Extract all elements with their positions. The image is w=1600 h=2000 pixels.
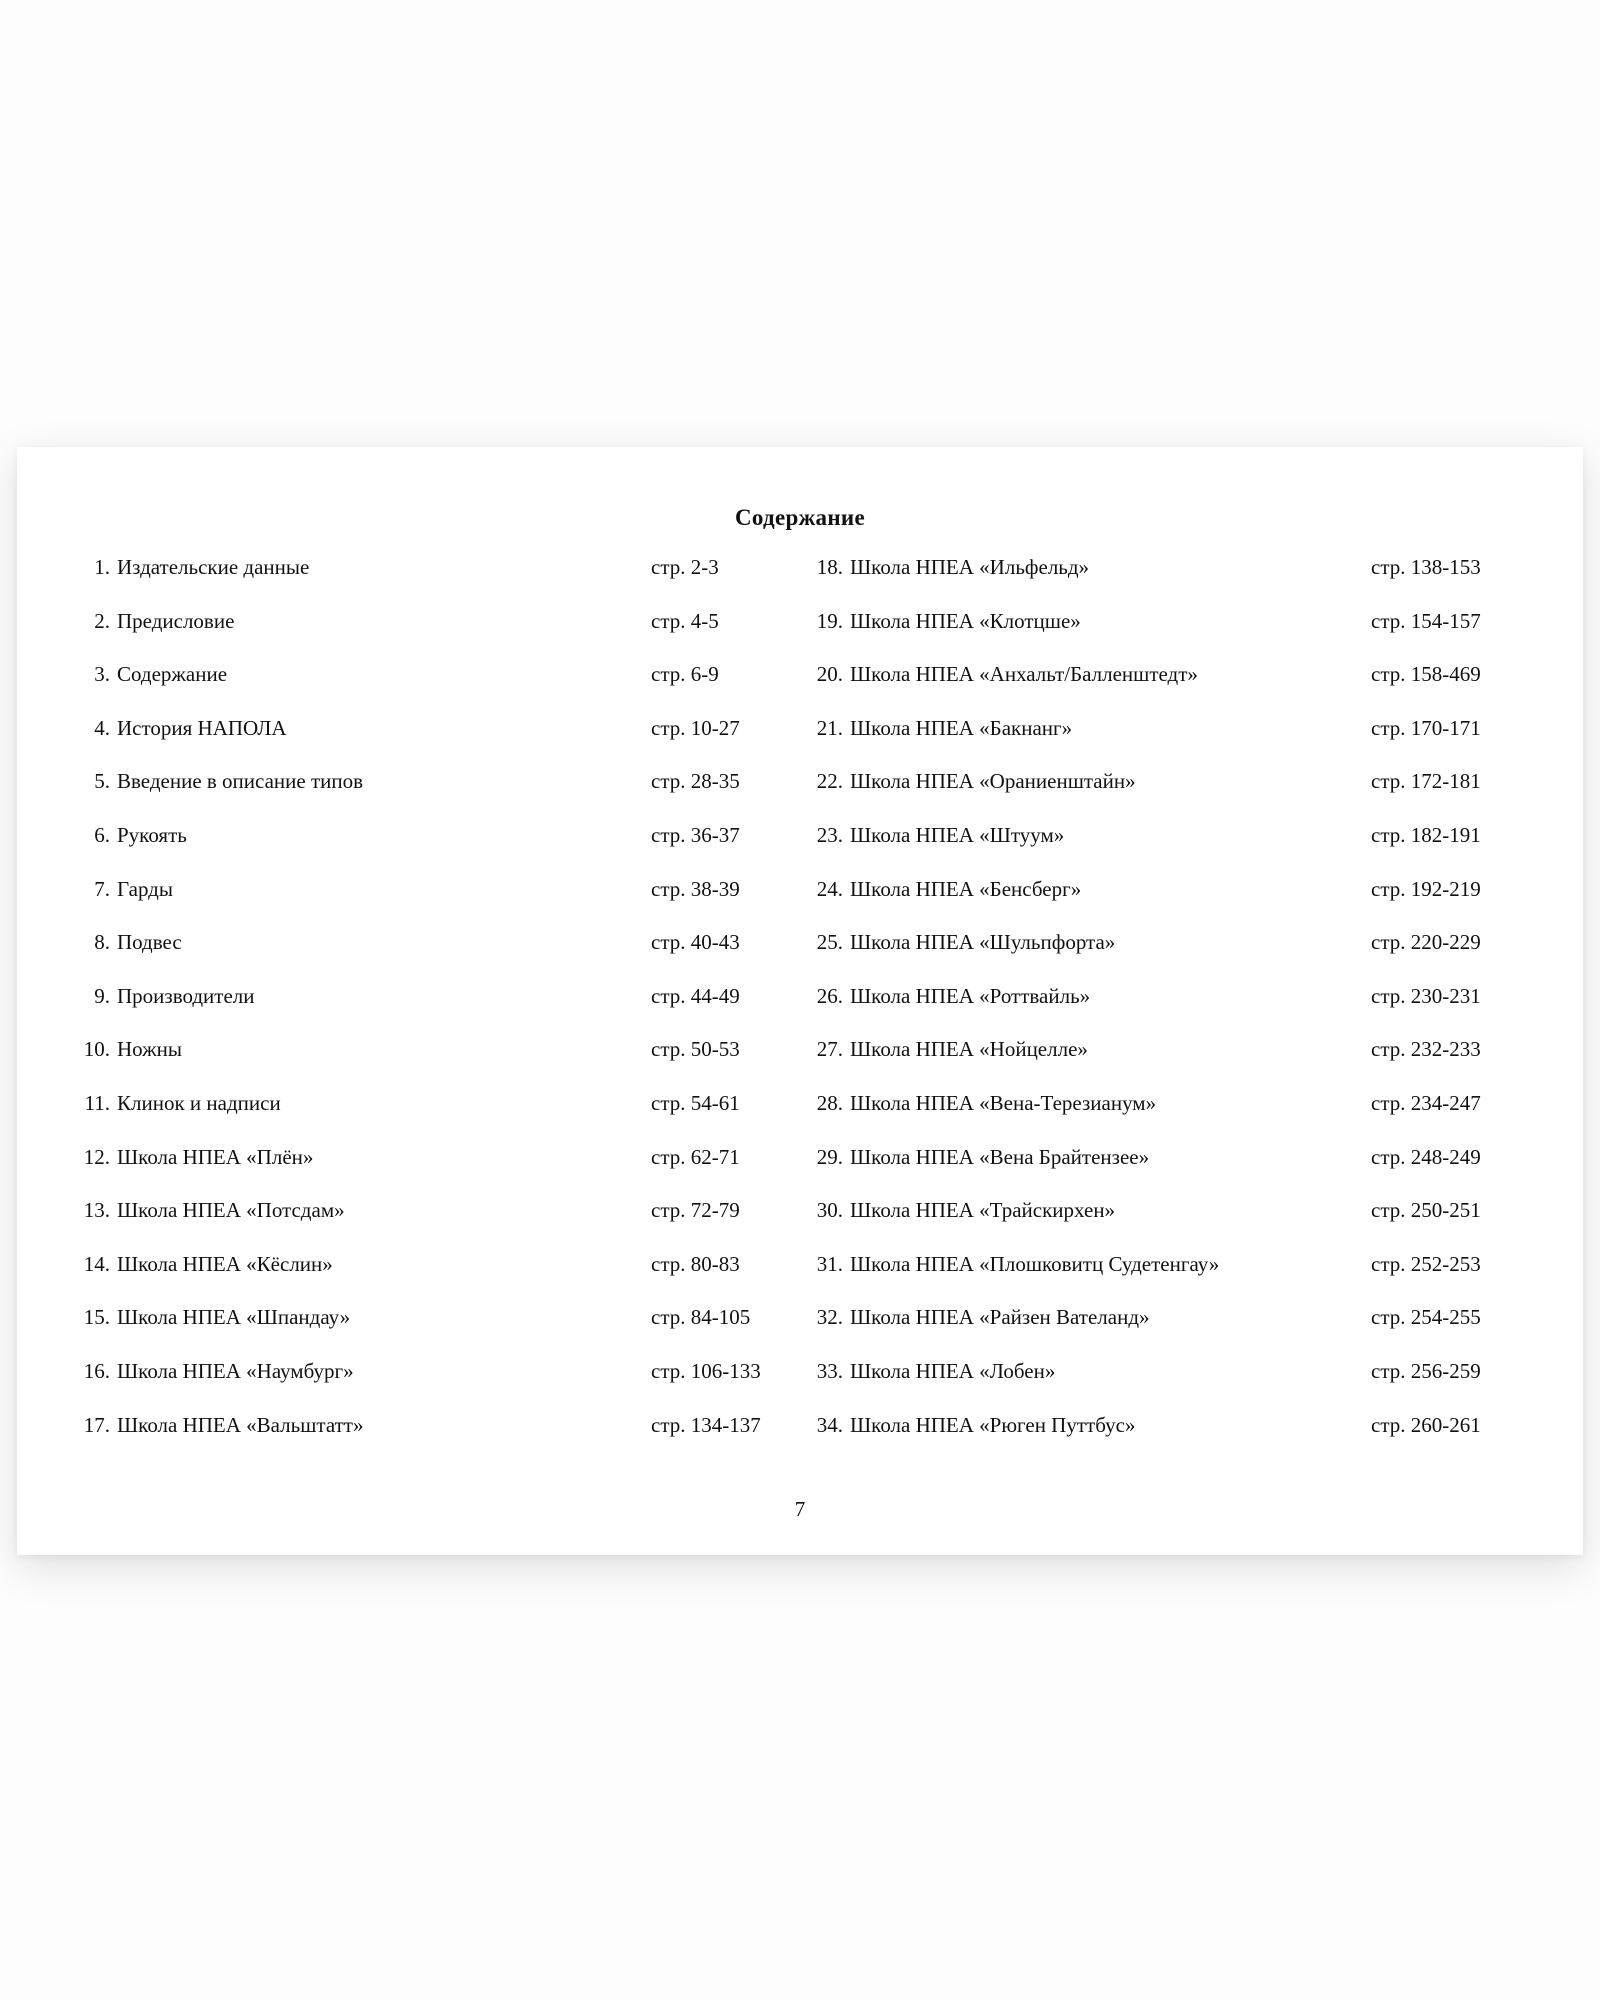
toc-entry-label: Школа НПЕА «Плён» [117, 1144, 314, 1169]
toc-entry-pages: стр. 234-247 [1371, 1090, 1481, 1115]
toc-entry [17, 1359, 777, 1413]
toc-entry-label: Ножны [117, 1037, 182, 1062]
toc-entry-number: 17. [83, 1412, 110, 1437]
document-page [17, 447, 1583, 1555]
toc-entry-label: Школа НПЕА «Вена Брайтензее» [850, 1144, 1150, 1169]
toc-entry [777, 930, 1537, 984]
toc-entry-pages: стр. 62-71 [651, 1144, 740, 1169]
toc-entry-pages: стр. 28-35 [651, 769, 740, 794]
toc-entry-label: История НАПОЛА [117, 715, 287, 740]
page-title: Содержание [735, 505, 865, 530]
toc-entry-number: 20. [816, 662, 843, 687]
toc-entry-pages: стр. 36-37 [651, 822, 740, 847]
toc-entry-pages: стр. 72-79 [651, 1198, 740, 1223]
toc-entry [17, 930, 777, 984]
toc-entry-number: 23. [816, 822, 843, 847]
toc-entry-number: 26. [816, 983, 843, 1008]
toc-entry-label: Школа НПЕА «Ильфельд» [850, 555, 1090, 579]
toc-entry-number: 3. [94, 662, 110, 687]
toc-entry-pages: стр. 2-3 [651, 555, 719, 579]
toc-entry [777, 1037, 1537, 1091]
toc-entry-number: 7. [94, 876, 110, 901]
toc-entry-number: 18. [816, 555, 843, 579]
toc-entry-number: 11. [84, 1090, 110, 1115]
toc-entry-pages: стр. 170-171 [1371, 715, 1481, 740]
toc-entry-number: 4. [94, 715, 110, 740]
toc-entry-label: Школа НПЕА «Бакнанг» [850, 715, 1073, 740]
toc-entry-pages: стр. 182-191 [1371, 822, 1481, 847]
toc-entry-number: 19. [816, 608, 843, 633]
toc-entry-pages: стр. 134-137 [651, 1412, 761, 1437]
toc-entry-number: 30. [816, 1198, 843, 1223]
toc-entry [17, 716, 777, 770]
toc-entry [17, 1252, 777, 1306]
toc-entry [777, 823, 1537, 877]
toc-entry [17, 609, 777, 663]
toc-right-column [777, 555, 1537, 1466]
toc-entry [17, 769, 777, 823]
toc-entry-pages: стр. 248-249 [1371, 1144, 1481, 1169]
toc-entry-label: Подвес [117, 930, 182, 955]
toc-entry [777, 609, 1537, 663]
toc-entry [777, 1252, 1537, 1306]
toc-entry-label: Школа НПЕА «Райзен Вателанд» [850, 1305, 1150, 1330]
toc-entry-number: 14. [83, 1251, 110, 1276]
toc-entry-pages: стр. 230-231 [1371, 983, 1481, 1008]
toc-entry-number: 9. [94, 983, 110, 1008]
toc-entry [17, 1413, 777, 1467]
toc-entry-pages: стр. 252-253 [1371, 1251, 1481, 1276]
toc-entry-pages: стр. 84-105 [651, 1305, 751, 1330]
toc-entry-pages: стр. 250-251 [1371, 1198, 1481, 1223]
toc-entry-number: 27. [816, 1037, 843, 1062]
toc-entry-number: 15. [83, 1305, 110, 1330]
toc-entry-pages: стр. 54-61 [651, 1090, 740, 1115]
toc-entry-label: Издательские данные [117, 555, 310, 579]
toc-entry-label: Гарды [117, 876, 173, 901]
toc-entry-label: Производители [117, 983, 255, 1008]
toc-entry [17, 1198, 777, 1252]
toc-entry [17, 1145, 777, 1199]
toc-entry-pages: стр. 260-261 [1371, 1412, 1481, 1437]
toc-entry-number: 8. [94, 930, 110, 955]
toc-entry-number: 12. [83, 1144, 110, 1169]
toc-entry-label: Школа НПЕА «Рюген Путтбус» [850, 1412, 1136, 1437]
toc-entry-label: Школа НПЕА «Вена-Терезианум» [850, 1090, 1157, 1115]
toc-entry [777, 769, 1537, 823]
toc-entry [777, 1359, 1537, 1413]
toc-entry-label: Школа НПЕА «Клотцше» [850, 608, 1081, 633]
toc-entry-label: Клинок и надписи [117, 1090, 281, 1115]
toc-entry [17, 877, 777, 931]
toc-entry-label: Школа НПЕА «Вальштатт» [117, 1412, 364, 1437]
toc-entry [777, 555, 1537, 609]
toc-entry [777, 716, 1537, 770]
toc-entry-label: Содержание [117, 662, 228, 687]
toc-entry [17, 1091, 777, 1145]
toc-entry-number: 28. [816, 1090, 843, 1115]
toc-entry [777, 984, 1537, 1038]
toc-entry-pages: стр. 44-49 [651, 983, 740, 1008]
toc-entry-label: Школа НПЕА «Трайскирхен» [850, 1198, 1116, 1223]
toc-entry-number: 22. [816, 769, 843, 794]
toc-entry [777, 877, 1537, 931]
toc-entry [777, 1145, 1537, 1199]
toc-entry-label: Школа НПЕА «Роттвайль» [850, 983, 1091, 1008]
toc-entry-pages: стр. 38-39 [651, 876, 740, 901]
toc-entry-number: 32. [816, 1305, 843, 1330]
toc-entry-pages: стр. 80-83 [651, 1251, 740, 1276]
toc-entry-number: 6. [94, 822, 110, 847]
page-number: 7 [794, 1497, 806, 1521]
toc-entry-label: Школа НПЕА «Анхальт/Балленштедт» [850, 662, 1198, 687]
toc-entry-label: Школа НПЕА «Шульпфорта» [850, 930, 1116, 955]
toc-entry [777, 662, 1537, 716]
toc-entry-number: 29. [816, 1144, 843, 1169]
toc-entry-number: 34. [816, 1412, 843, 1437]
toc-entry-label: Школа НПЕА «Шпандау» [117, 1305, 351, 1330]
toc-entry [777, 1091, 1537, 1145]
toc-entry [777, 1413, 1537, 1467]
toc-entry-label: Предисловие [117, 608, 235, 633]
toc-entry-number: 25. [816, 930, 843, 955]
toc-entry-pages: стр. 138-153 [1371, 555, 1481, 579]
toc-entry-number: 13. [83, 1198, 110, 1223]
toc-entry [17, 1037, 777, 1091]
toc-entry-number: 1. [94, 555, 110, 579]
toc-entry-label: Школа НПЕА «Потсдам» [117, 1198, 345, 1223]
toc-entry-number: 24. [816, 876, 843, 901]
toc-entry-label: Рукоять [117, 822, 187, 847]
toc-entry-label: Школа НПЕА «Штуум» [850, 822, 1065, 847]
toc-entry-pages: стр. 40-43 [651, 930, 740, 955]
toc-entry-pages: стр. 254-255 [1371, 1305, 1481, 1330]
toc-entry-pages: стр. 154-157 [1371, 608, 1481, 633]
toc-entry-label: Введение в описание типов [117, 769, 364, 794]
toc-entry-pages: стр. 158-469 [1371, 662, 1481, 687]
toc-entry-label: Школа НПЕА «Нойцелле» [850, 1037, 1088, 1062]
toc-entry-pages: стр. 172-181 [1371, 769, 1481, 794]
toc-entry-number: 10. [83, 1037, 110, 1062]
toc-entry-pages: стр. 192-219 [1371, 876, 1481, 901]
toc-entry-pages: стр. 232-233 [1371, 1037, 1481, 1062]
toc-entry [17, 662, 777, 716]
toc-entry-pages: стр. 50-53 [651, 1037, 740, 1062]
toc-entry-label: Школа НПЕА «Плошковитц Судетенгау» [850, 1251, 1220, 1276]
toc-entry-number: 2. [94, 608, 110, 633]
toc-entry-number: 5. [94, 769, 110, 794]
toc-entry-label: Школа НПЕА «Кёслин» [117, 1251, 333, 1276]
toc-entry [17, 555, 777, 609]
toc-entry [17, 984, 777, 1038]
toc-entry-label: Школа НПЕА «Ораниенштайн» [850, 769, 1136, 794]
toc-entry [777, 1198, 1537, 1252]
toc-entry-label: Школа НПЕА «Наумбург» [117, 1358, 354, 1383]
toc-entry-number: 33. [816, 1358, 843, 1383]
toc-entry-pages: стр. 220-229 [1371, 930, 1481, 955]
toc-entry-number: 21. [816, 715, 843, 740]
toc-entry-pages: стр. 256-259 [1371, 1358, 1481, 1383]
toc-left-column [17, 555, 777, 1466]
toc-entry [17, 1305, 777, 1359]
toc-entry-label: Школа НПЕА «Бенсберг» [850, 876, 1082, 901]
toc-entry-label: Школа НПЕА «Лобен» [850, 1358, 1056, 1383]
toc-entry [17, 823, 777, 877]
toc-entry [777, 1305, 1537, 1359]
toc-entry-number: 31. [816, 1251, 843, 1276]
toc-entry-pages: стр. 6-9 [651, 662, 719, 687]
toc-entry-number: 16. [83, 1358, 110, 1383]
toc-entry-pages: стр. 106-133 [651, 1358, 761, 1383]
toc-entry-pages: стр. 10-27 [651, 715, 740, 740]
toc-entry-pages: стр. 4-5 [651, 608, 719, 633]
